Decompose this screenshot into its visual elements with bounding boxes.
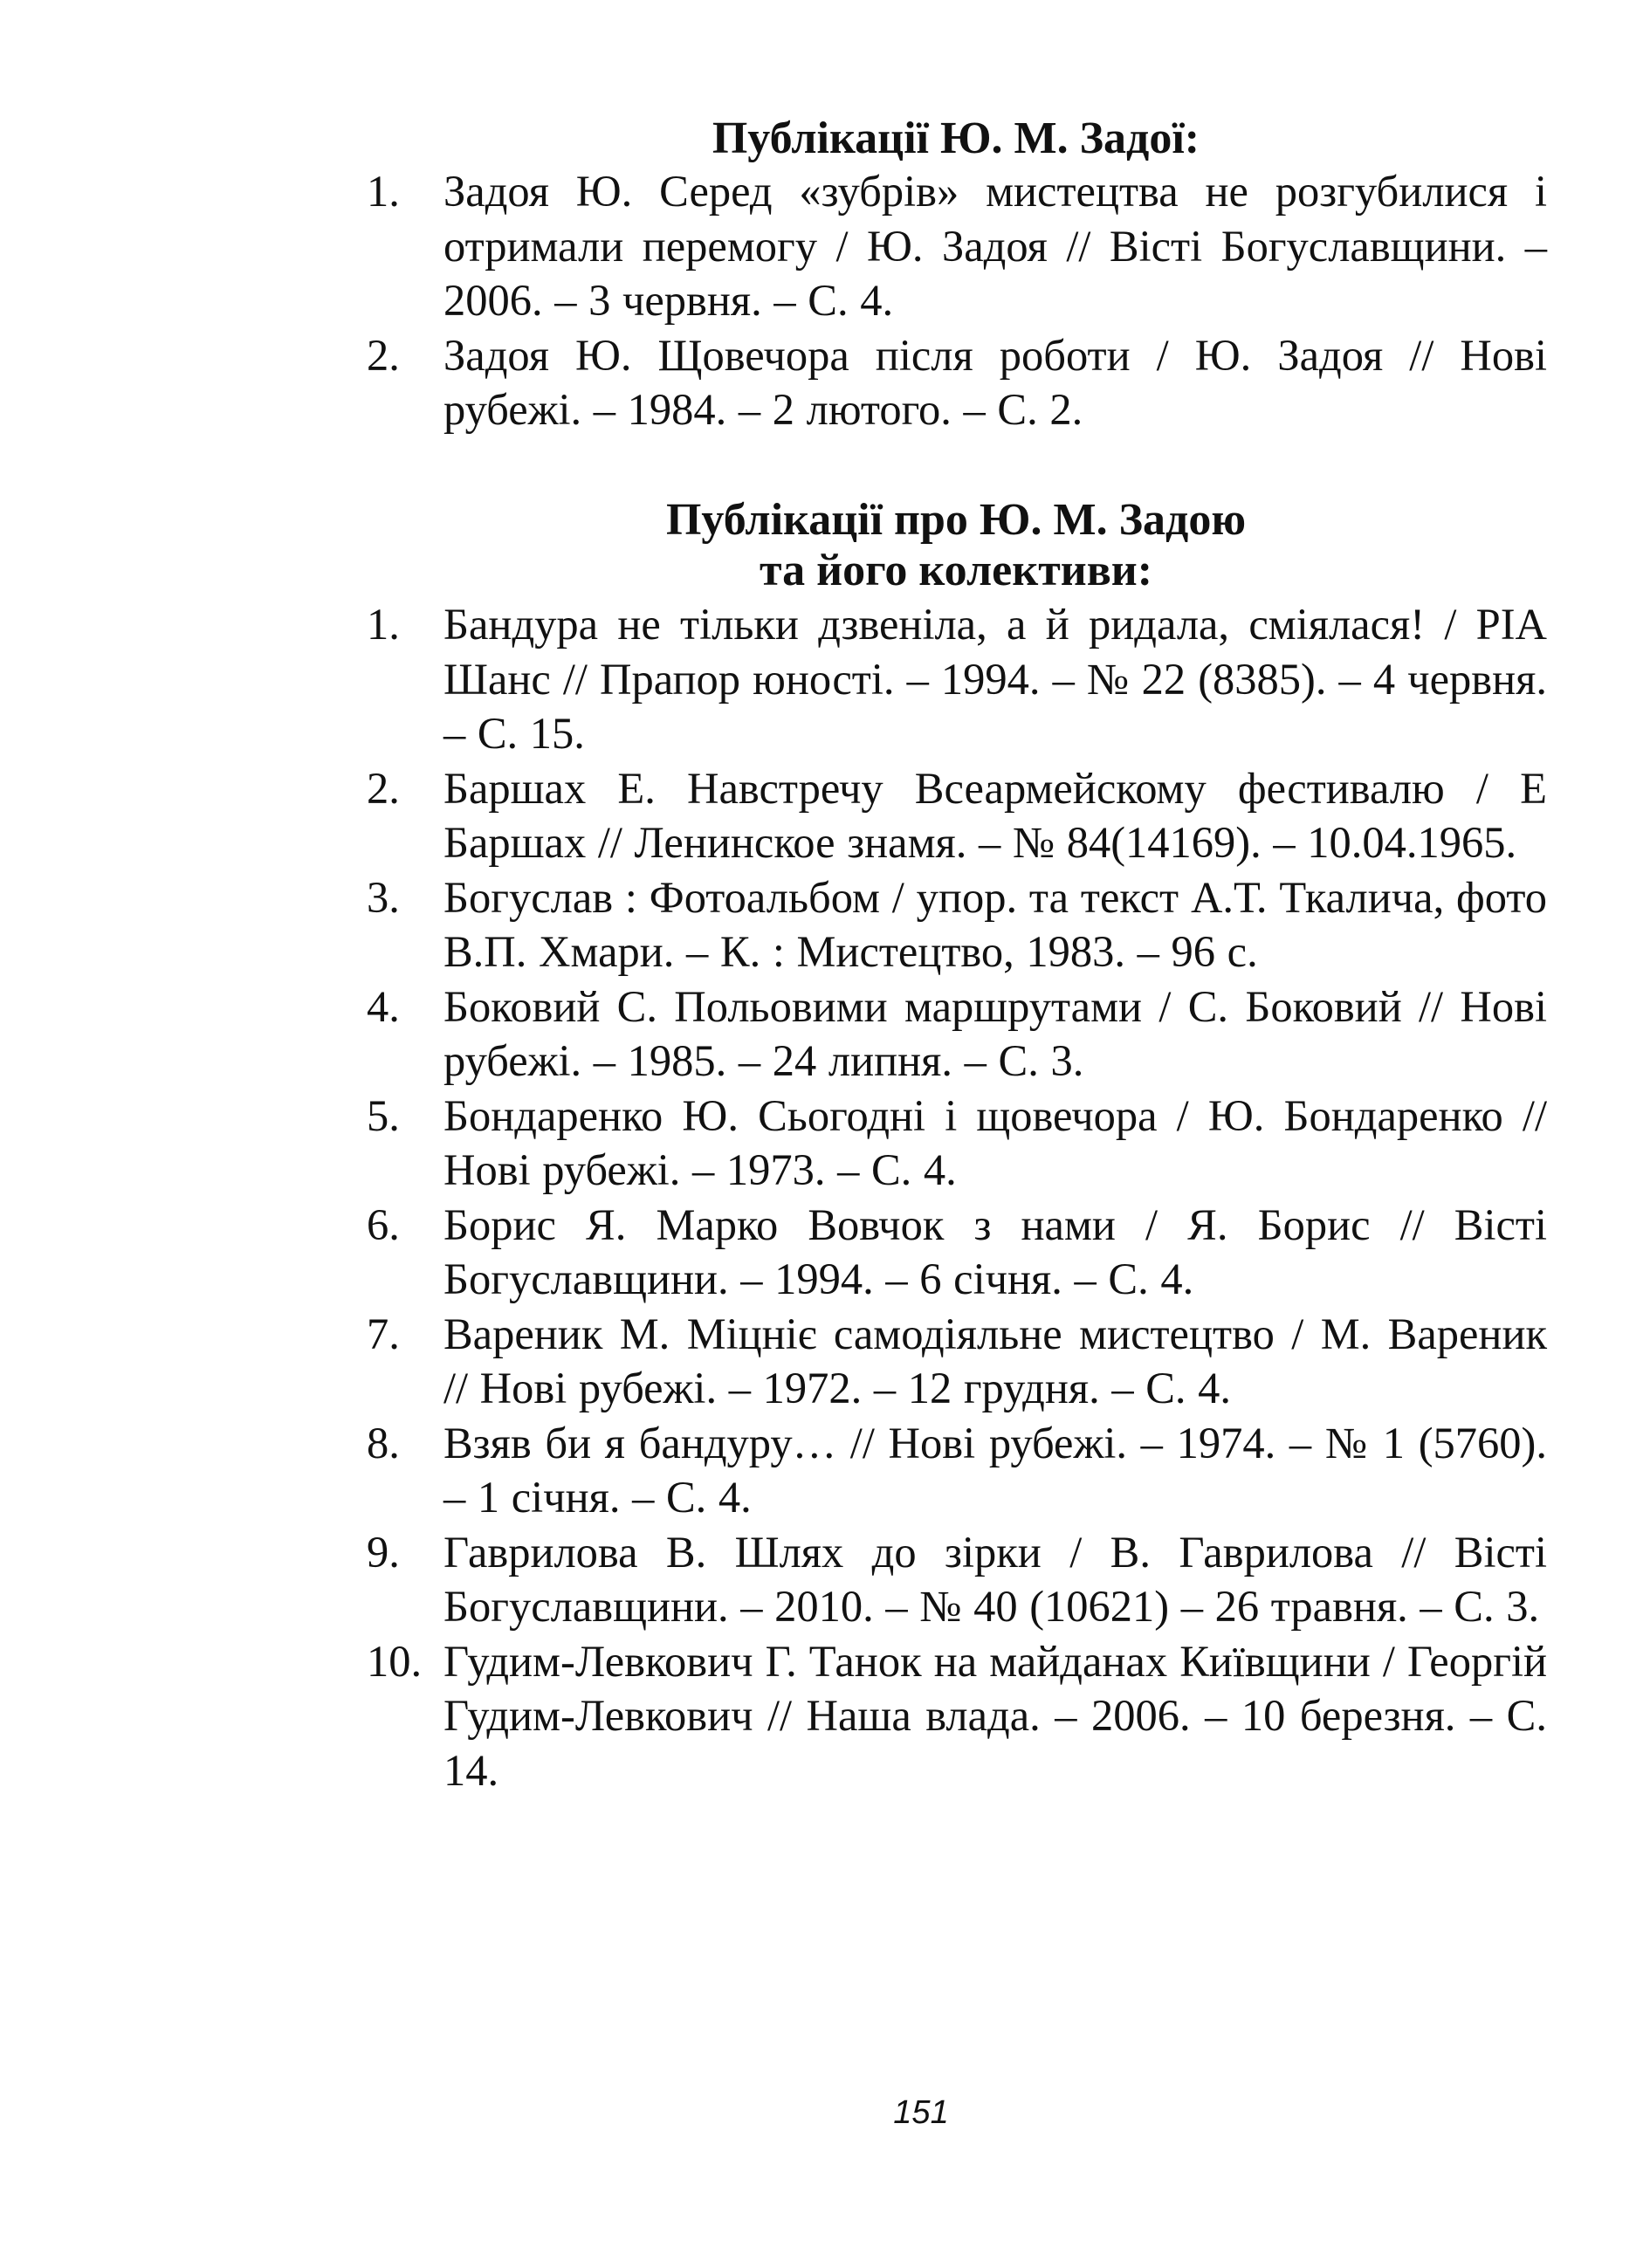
list-item: [0, 761, 1650, 870]
entry-text: Взяв би я бандуру… // Нові рубежі. – 1974. – № 1 (5760). – 1 січня. – С. 4.: [443, 1418, 1547, 1522]
list-item: [0, 1307, 1650, 1416]
entry-text: Бандура не тільки дзвеніла, а й ридала, сміялася! / РІА Шанс // Прапор юності. – 1994. – № 22 (8385). – 4 червня. – С. 15.: [443, 600, 1547, 758]
section-2-list: [0, 597, 1650, 1797]
list-item: [0, 597, 1650, 761]
entry-text: Задоя Ю. Щовечора після роботи / Ю. Задоя // Нові рубежі. – 1984. – 2 лютого. – С. 2.: [443, 330, 1547, 434]
list-item: [0, 1089, 1650, 1198]
list-item: [0, 870, 1650, 979]
section-2-title: [367, 495, 1545, 596]
section-2-title-line1: Публікації про Ю. М. Задою: [665, 495, 1247, 545]
entry-text: Вареник М. Міцніє самодіяльне мистецтво / М. Вареник // Нові рубежі. – 1972. – 12 грудня. – С. 4.: [443, 1309, 1547, 1412]
entry-text: Боковий С. Польовими маршрутами / С. Боковий // Нові рубежі. – 1985. – 24 липня. – С. 3.: [443, 981, 1547, 1085]
entry-text: Гаврилова В. Шлях до зірки / В. Гаврилова // Вісті Богуславщини. – 2010. – № 40 (10621) – 26 травня. – С. 3.: [443, 1527, 1547, 1631]
entry-number: 2.: [367, 330, 400, 380]
page-number: 151: [893, 2094, 949, 2131]
entry-number: 4.: [367, 981, 400, 1031]
entry-number: 9.: [367, 1527, 400, 1577]
entry-text: Баршах Е. Навстречу Всеармейскому фестивалю / Е Баршах // Ленинское знамя. – № 84(14169). – 10.04.1965.: [443, 763, 1547, 867]
list-item: [0, 328, 1650, 437]
list-item: [0, 1634, 1650, 1798]
entry-number: 8.: [367, 1418, 400, 1467]
entry-number: 1.: [367, 167, 400, 216]
list-item: [0, 164, 1650, 328]
entry-number: 6.: [367, 1199, 400, 1249]
entry-text: Гудим-Левкович Г. Танок на майданах Київщини / Георгій Гудим-Левкович // Наша влада. – 2006. – 10 березня. – С. 14.: [443, 1636, 1547, 1795]
list-item: [0, 1525, 1650, 1634]
entry-text: Бондаренко Ю. Сьогодні і щовечора / Ю. Бондаренко // Нові рубежі. – 1973. – С. 4.: [443, 1090, 1547, 1194]
entry-text: Борис Я. Марко Вовчок з нами / Я. Борис // Вісті Богуславщини. – 1994. – 6 січня. – С. 4.: [443, 1199, 1547, 1303]
entry-number: 10.: [367, 1636, 423, 1686]
list-item: [0, 979, 1650, 1089]
entry-number: 3.: [367, 872, 400, 922]
entry-text: Богуслав : Фотоальбом / упор. та текст А.Т. Ткалича, фото В.П. Хмари. – К. : Мистецтво, 1983. – 96 с.: [443, 872, 1547, 976]
entry-number: 5.: [367, 1090, 400, 1140]
list-item: [0, 1416, 1650, 1525]
entry-number: 1.: [367, 600, 400, 649]
section-2-title-line2: та його колективи:: [759, 546, 1153, 595]
list-item: [0, 1198, 1650, 1307]
entry-number: 2.: [367, 763, 400, 813]
entry-number: 7.: [367, 1309, 400, 1358]
section-1-list: [0, 164, 1650, 437]
entry-text: Задоя Ю. Серед «зубрів» мистецтва не розгубилися і отримали перемогу / Ю. Задоя // Вісті Богуславщини. – 2006. – 3 червня. – С. 4.: [443, 167, 1547, 325]
section-1-title: Публікації Ю. М. Задої:: [712, 113, 1200, 163]
